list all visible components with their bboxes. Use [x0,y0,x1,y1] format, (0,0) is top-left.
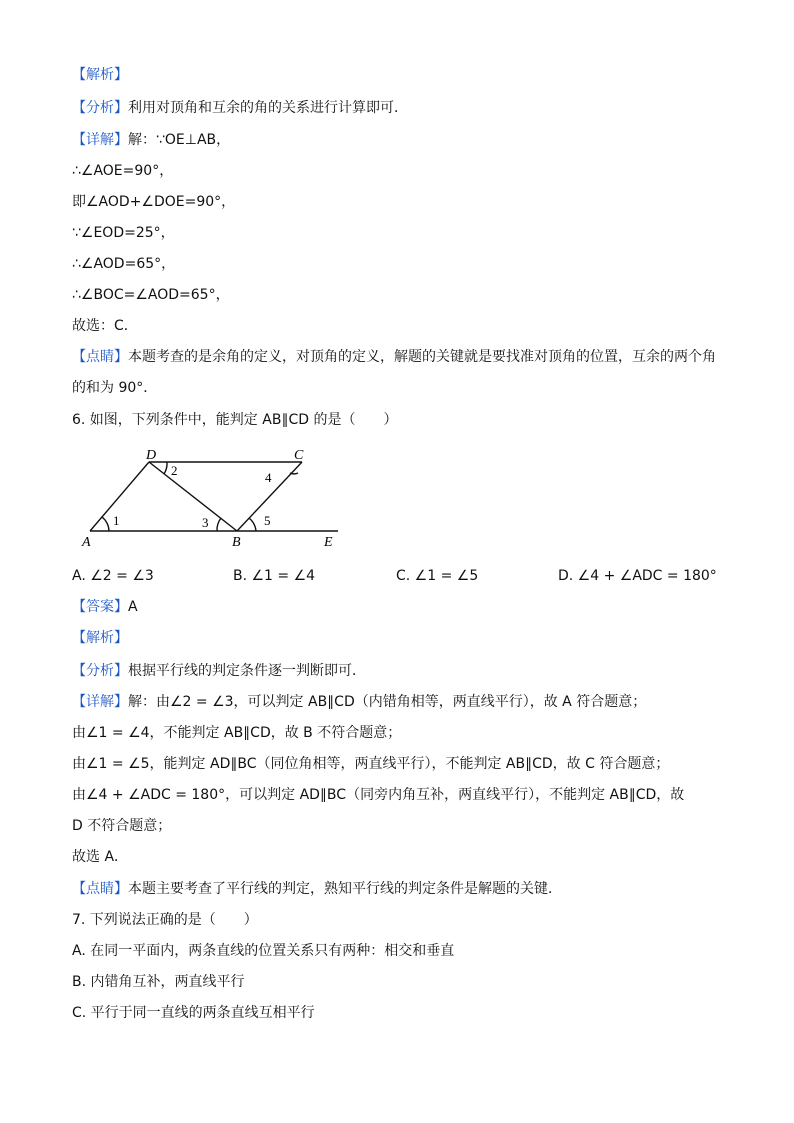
q6-stem: 6. 如图，下列条件中，能判定 AB∥CD 的是（ ） [72,412,398,428]
q5-fenxi [72,98,408,118]
q6-solution-line: 由∠1 = ∠5，能判定 AD∥BC（同位角相等，两直线平行），不能判定 AB∥CD，故 C 符合题意； [72,756,670,772]
q5-solution-line: ∴∠AOE=90°， [72,163,174,179]
label-A: A [82,535,91,550]
label-C: C [294,448,304,463]
q6-solution-line: 解：由∠2 = ∠3，可以判定 AB∥CD（内错角相等，两直线平行），故 A 符合题意； [128,694,647,710]
q5-solution-line: ∵∠EOD=25°， [72,225,175,241]
label-E: E [324,535,333,550]
q6-answer-tag: 【答案】 [72,599,128,615]
q6-dianjing-text: 本题主要考查了平行线的判定，熟知平行线的判定条件是解题的关键． [128,881,562,897]
q6-solution-line: 由∠4 + ∠ADC = 180°，可以判定 AD∥BC（同旁内角互补，两直线平行），不能判定 AB∥CD，故 [72,787,685,803]
q5-dianjing-cont: 的和为 90°． [72,380,158,396]
q7-option-c: C. 平行于同一直线的两条直线互相平行 [72,1005,315,1021]
q7-option-b: B. 内错角互补，两直线平行 [72,974,245,990]
q6-answer [72,597,138,617]
q5-fenxi-tag: 【分析】 [72,100,128,116]
q6-choice: 故选 A． [72,849,129,865]
q6-figure [80,445,350,550]
label-B: B [232,535,241,550]
q6-jiexi-heading: 【解析】 [72,630,128,646]
q6-answer-value: A [128,599,138,615]
q7-option-a: A. 在同一平面内，两条直线的位置关系只有两种：相交和垂直 [72,943,455,959]
q5-fenxi-text: 利用对顶角和互余的角的关系进行计算即可． [128,100,408,116]
q5-dianjing-tag: 【点睛】 [72,349,128,365]
q5-solution-line: 解：∵OE⊥AB， [128,132,231,148]
q6-dianjing [72,879,562,899]
angle-4-label: 4 [265,470,272,485]
q5-dianjing [72,347,716,367]
q6-dianjing-tag: 【点睛】 [72,881,128,897]
angle-3-label: 3 [202,515,209,530]
q6-option-a: A. ∠2 = ∠3 [72,568,154,584]
q6-xiangjie-tag: 【详解】 [72,694,128,710]
q6-option-d: D. ∠4 + ∠ADC = 180° [558,568,717,584]
q5-xiangjie [72,130,230,150]
angle-2-label: 2 [171,463,178,478]
q5-xiangjie-tag: 【详解】 [72,132,128,148]
q5-jiexi-heading: 【解析】 [72,67,128,83]
q6-xiangjie [72,692,646,712]
q6-option-c: C. ∠1 = ∠5 [396,568,479,584]
q5-dianjing-text: 本题考查的是余角的定义，对顶角的定义，解题的关键就是要找准对顶角的位置，互余的两个角 [128,349,716,365]
q5-choice: 故选：C． [72,318,138,334]
q5-solution-line: ∴∠BOC=∠AOD=65°， [72,287,230,303]
q7-stem: 7. 下列说法正确的是（ ） [72,912,258,928]
q6-option-b: B. ∠1 = ∠4 [233,568,316,584]
q6-fenxi-tag: 【分析】 [72,663,128,679]
q5-solution-line: 即∠AOD+∠DOE=90°， [72,194,236,210]
q6-solution-line: 由∠1 = ∠4，不能判定 AB∥CD，故 B 不符合题意； [72,725,402,741]
angle-1-label: 1 [113,513,120,528]
q6-solution-line: D 不符合题意； [72,818,172,834]
q5-solution-line: ∴∠AOD=65°， [72,256,176,272]
q6-fenxi [72,661,366,681]
q6-fenxi-text: 根据平行线的判定条件逐一判断即可． [128,663,366,679]
angle-5-label: 5 [264,513,271,528]
label-D: D [146,448,157,463]
